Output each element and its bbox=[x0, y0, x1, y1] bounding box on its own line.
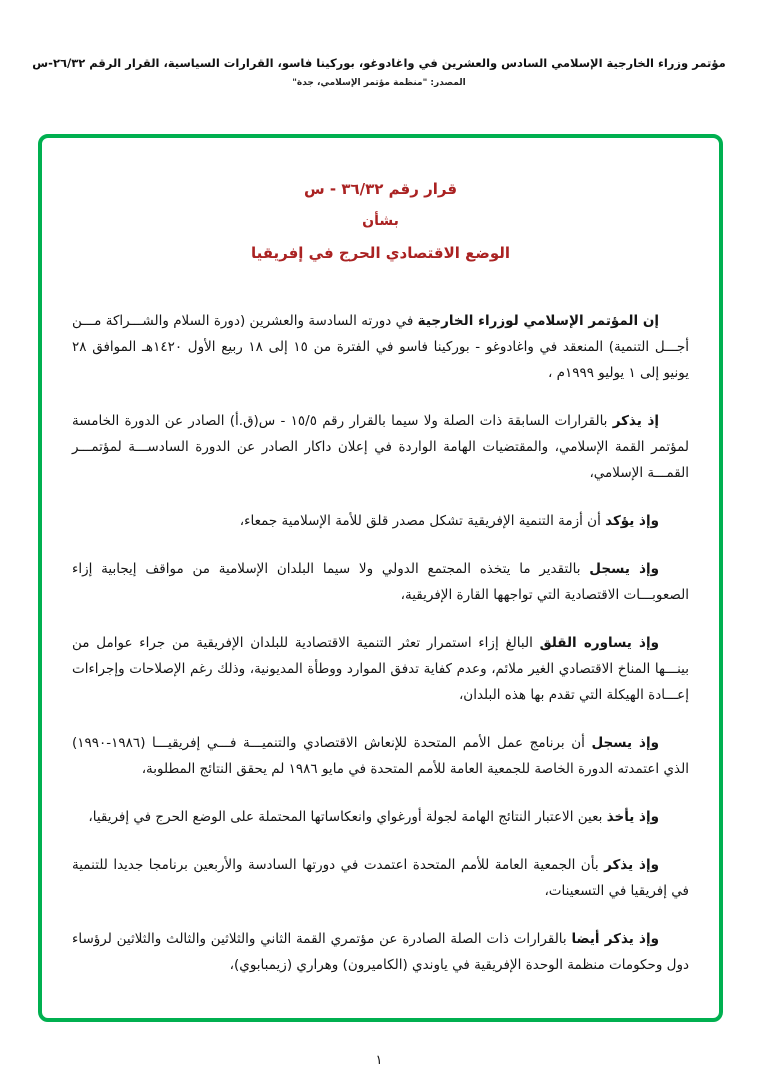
paragraph-un-programme bbox=[72, 730, 689, 782]
paragraph-concerned bbox=[72, 630, 689, 708]
document-header bbox=[0, 56, 758, 88]
resolution-subject-title: الوضع الاقتصادي الحرج في إفريقيا bbox=[250, 244, 511, 262]
paragraph-text: بالقرارات ذات الصلة الصادرة عن مؤتمري القمة الثاني والثلاثين والثالث والثلاثين لرؤساء دول وحكومات منظمة الوحدة الإفريقية في ياوندي (الكاميرون) وهراري (زيمبابوي)، bbox=[72, 931, 689, 973]
paragraph-lead: وإذ يسجل bbox=[589, 561, 660, 577]
paragraph-text: بأن الجمعية العامة للأمم المتحدة اعتمدت في دورتها السادسة والأربعين برنامجا جديدا للتنمية في إفريقيا في التسعينات، bbox=[72, 857, 689, 899]
paragraph-text: في دورته السادسة والعشرين (دورة السلام والشـــراكة مـــن أجـــل التنمية) المنعقد في واغادوغو - بوركينا فاسو في الفترة من ١٥ إلى ١٨ ربيع الأول ١٤٢٠هـ الموافق ٢٨ يونيو إلى ١ يوليو ١٩٩٩م ، bbox=[72, 313, 690, 381]
paragraph-lead: وإذ يذكر أيضا bbox=[571, 931, 659, 947]
paragraph-lead: وإذ يذكر bbox=[604, 857, 660, 873]
paragraph-uruguay-round bbox=[72, 804, 689, 830]
paragraph-noting-appreciation bbox=[72, 556, 689, 608]
page-number: ١ bbox=[375, 1053, 383, 1068]
paragraph-recalling bbox=[72, 408, 689, 486]
paragraph-text: أن أزمة التنمية الإفريقية تشكل مصدر قلق للأمة الإسلامية جمعاء، bbox=[239, 513, 606, 529]
green-border-frame bbox=[38, 134, 723, 1022]
paragraph-oau-summits bbox=[72, 926, 689, 978]
paragraph-lead: وإذ يسجل bbox=[591, 735, 660, 751]
paragraph-lead: وإذ يؤكد bbox=[605, 513, 659, 529]
resolution-body bbox=[72, 308, 689, 978]
resolution-title-block bbox=[72, 180, 689, 262]
paragraph-text: بالقرارات السابقة ذات الصلة ولا سيما بالقرار رقم ١٥/٥ - س(ق.أ) الصادر عن الدورة الخامسة لمؤتمر القمة الإسلامي، والمقتضيات الهامة الواردة في إعلان داكار الصادر عن الدورة السادســـة لمؤتمـــر القمـــة الإسلامي، bbox=[72, 413, 689, 481]
paragraph-lead: وإذ يساوره القلق bbox=[539, 635, 659, 651]
header-conference-line: مؤتمر وزراء الخارجية الإسلامي السادس والعشرين في واغادوغو، بوركينا فاسو، القرارات السياسية، القرار الرقم ٢٦/٣٢-س bbox=[32, 56, 726, 70]
paragraph-lead: إذ يذكر bbox=[612, 413, 660, 429]
paragraph-text: بعين الاعتبار النتائج الهامة لجولة أورغواي وانعكاساتها المحتملة على الوضع الحرج في إفريقيا، bbox=[88, 809, 607, 825]
resolution-number-title: قرار رقم ٣٦/٣٢ - س bbox=[303, 180, 458, 198]
paragraph-affirming bbox=[72, 508, 689, 534]
paragraph-un-new-agenda bbox=[72, 852, 689, 904]
paragraph-preamble bbox=[72, 308, 689, 386]
paragraph-text: البالغ إزاء استمرار تعثر التنمية الاقتصادية للبلدان الإفريقية من جراء عوامل من بينـــها المناخ الاقتصادي الغير ملائم، وعدم كفاية تدفق الموارد ووطأة المديونية، وذلك رغم الإصلاحات وإجراءات إعـــادة الهيكلة التي تقدم بها هذه البلدان، bbox=[72, 635, 689, 703]
resolution-about-label: بشأن bbox=[362, 213, 399, 229]
paragraph-lead: إن المؤتمر الإسلامي لوزراء الخارجية bbox=[417, 313, 659, 329]
paragraph-text: أن برنامج عمل الأمم المتحدة للإنعاش الاقتصادي والتنميـــة فـــي إفريقيـــا (١٩٨٦-١٩٩٠) الذي اعتمدته الدورة الخاصة للجمعية العامة للأمم المتحدة في مايو ١٩٨٦ لم يحقق النتائج المطلوبة، bbox=[72, 735, 689, 777]
paragraph-lead: وإذ يأخذ bbox=[606, 809, 659, 825]
paragraph-text: بالتقدير ما يتخذه المجتمع الدولي ولا سيما البلدان الإسلامية من مواقف إيجابية إزاء الصعوبـــات الاقتصادية التي تواجهها القارة الإفريقية، bbox=[72, 561, 689, 603]
header-source-line: المصدر: "منظمة مؤتمر الإسلامي، جدة" bbox=[292, 78, 466, 88]
